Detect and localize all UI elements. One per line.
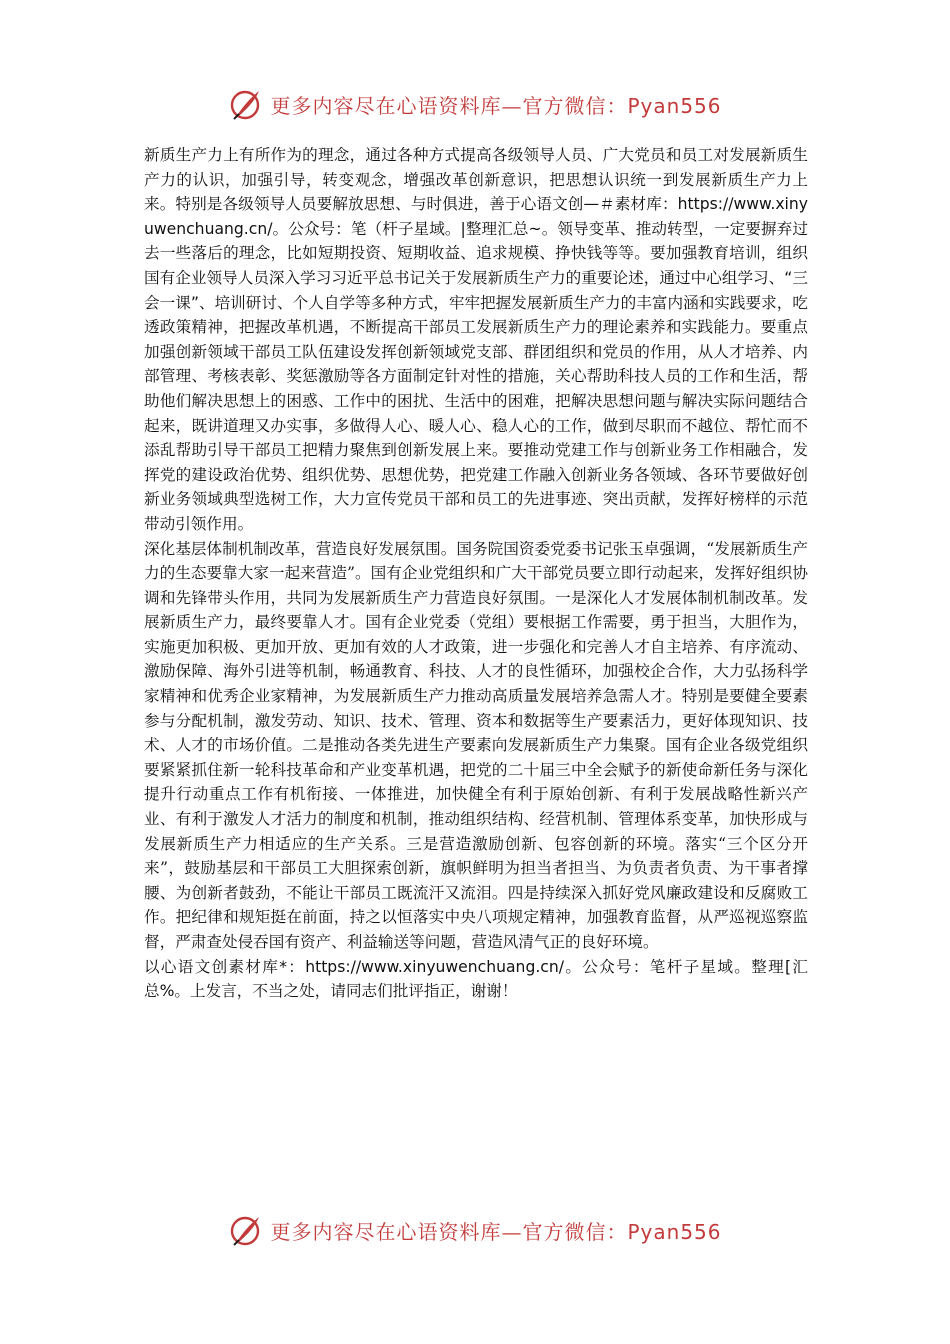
footer-banner-text (270, 1216, 721, 1245)
paragraph-3: 以心语文创素材库*：https://www.xinyuwenchuang.cn/。公众号：笔杆子星域。整理[汇总%。上发言，不当之处，请同志们批评指正，谢谢！ (144, 957, 808, 1001)
document-body (144, 143, 808, 1004)
quill-pen-circle-icon (228, 86, 264, 122)
header-banner-text (270, 90, 721, 119)
quill-pen-circle-icon (228, 1212, 264, 1248)
footer-wechat-id: Pyan556 (627, 1219, 722, 1244)
footer-banner (0, 1210, 950, 1250)
header-banner-label: 更多内容尽在心语资料库—官方微信： (270, 93, 628, 118)
header-wechat-id: Pyan556 (627, 93, 722, 118)
paragraph-2: 深化基层体制机制改革，营造良好发展氛围。国务院国资委党委书记张玉卓强调，“发展新质生产力的生态要靠大家一起来营造”。国有企业党组织和广大干部党员要立即行动起来，发挥好组织协调和先锋带头作用，共同为发展新质生产力营造良好氛围。一是深化人才发展体制机制改革。发展新质生产力，最终要靠人才。国有企业党委（党组）要根据工作需要，勇于担当，大胆作为，实施更加积极、更加开放、更加有效的人才政策，进一步强化和完善人才自主培养、有序流动、激励保障、海外引进等机制，畅通教育、科技、人才的良性循环，加强校企合作，大力弘扬科学家精神和优秀企业家精神，为发展新质生产力推动高质量发展培养急需人才。特别是要健全要素参与分配机制，激发劳动、知识、技术、管理、资本和数据等生产要素活力，更好体现知识、技术、人才的市场价值。二是推动各类先进生产要素向发展新质生产力集聚。国有企业各级党组织要紧紧抓住新一轮科技革命和产业变革机遇，把党的二十届三中全会赋予的新使命新任务与深化提升行动重点工作有机衔接、一体推进，加快健全有利于原始创新、有利于发展战略性新兴产业、有利于激发人才活力的制度和机制，推动组织结构、经营机制、管理体系变革，加快形成与发展新质生产力相适应的生产关系。三是营造激励创新、包容创新的环境。落实“三个区分开来”，鼓励基层和干部员工大胆探索创新，旗帜鲜明为担当者担当、为负责者负责、为干事者撑腰、为创新者鼓劲，不能让干部员工既流汗又流泪。四是持续深入抓好党风廉政建设和反腐败工作。把纪律和规矩挺在前面，持之以恒落实中央八项规定精神，加强教育监督，从严巡视巡察监督，严肃查处侵吞国有资产、利益输送等问题，营造风清气正的良好环境。 (144, 539, 808, 951)
header-banner (0, 84, 950, 124)
paragraph-1: 新质生产力上有所作为的理念，通过各种方式提高各级领导人员、广大党员和员工对发展新质生产力的认识，加强引导，转变观念，增强改革创新意识，把思想认识统一到发展新质生产力上来。特别是各级领导人员要解放思想、与时俱进，善于心语文创—＃素材库：https://www.xinyuwenchuang.cn/。公众号：笔（杆子星域。|整理汇总~。领导变革、推动转型，一定要摒弃过去一些落后的理念，比如短期投资、短期收益、追求规模、挣快钱等等。要加强教育培训，组织国有企业领导人员深入学习习近平总书记关于发展新质生产力的重要论述，通过中心组学习、“三会一课”、培训研讨、个人自学等多种方式，牢牢把握发展新质生产力的丰富内涵和实践要求，吃透政策精神，把握改革机遇，不断提高干部员工发展新质生产力的理论素养和实践能力。要重点加强创新领域干部员工队伍建设发挥创新领域党支部、群团组织和党员的作用，从人才培养、内部管理、考核表彰、奖惩激励等各方面制定针对性的措施，关心帮助科技人员的工作和生活，帮助他们解决思想上的困惑、工作中的困扰、生活中的困难，把解决思想问题与解决实际问题结合起来，既讲道理又办实事，多做得人心、暖人心、稳人心的工作，做到尽职而不越位、帮忙而不添乱帮助引导干部员工把精力聚焦到创新发展上来。要推动党建工作与创新业务工作相融合，发挥党的建设政治优势、组织优势、思想优势，把党建工作融入创新业务各领域、各环节要做好创新业务领域典型选树工作，大力宣传党员干部和员工的先进事迹、突出贡献，发挥好榜样的示范带动引领作用。 (144, 146, 808, 533)
footer-banner-label: 更多内容尽在心语资料库—官方微信： (270, 1219, 628, 1244)
